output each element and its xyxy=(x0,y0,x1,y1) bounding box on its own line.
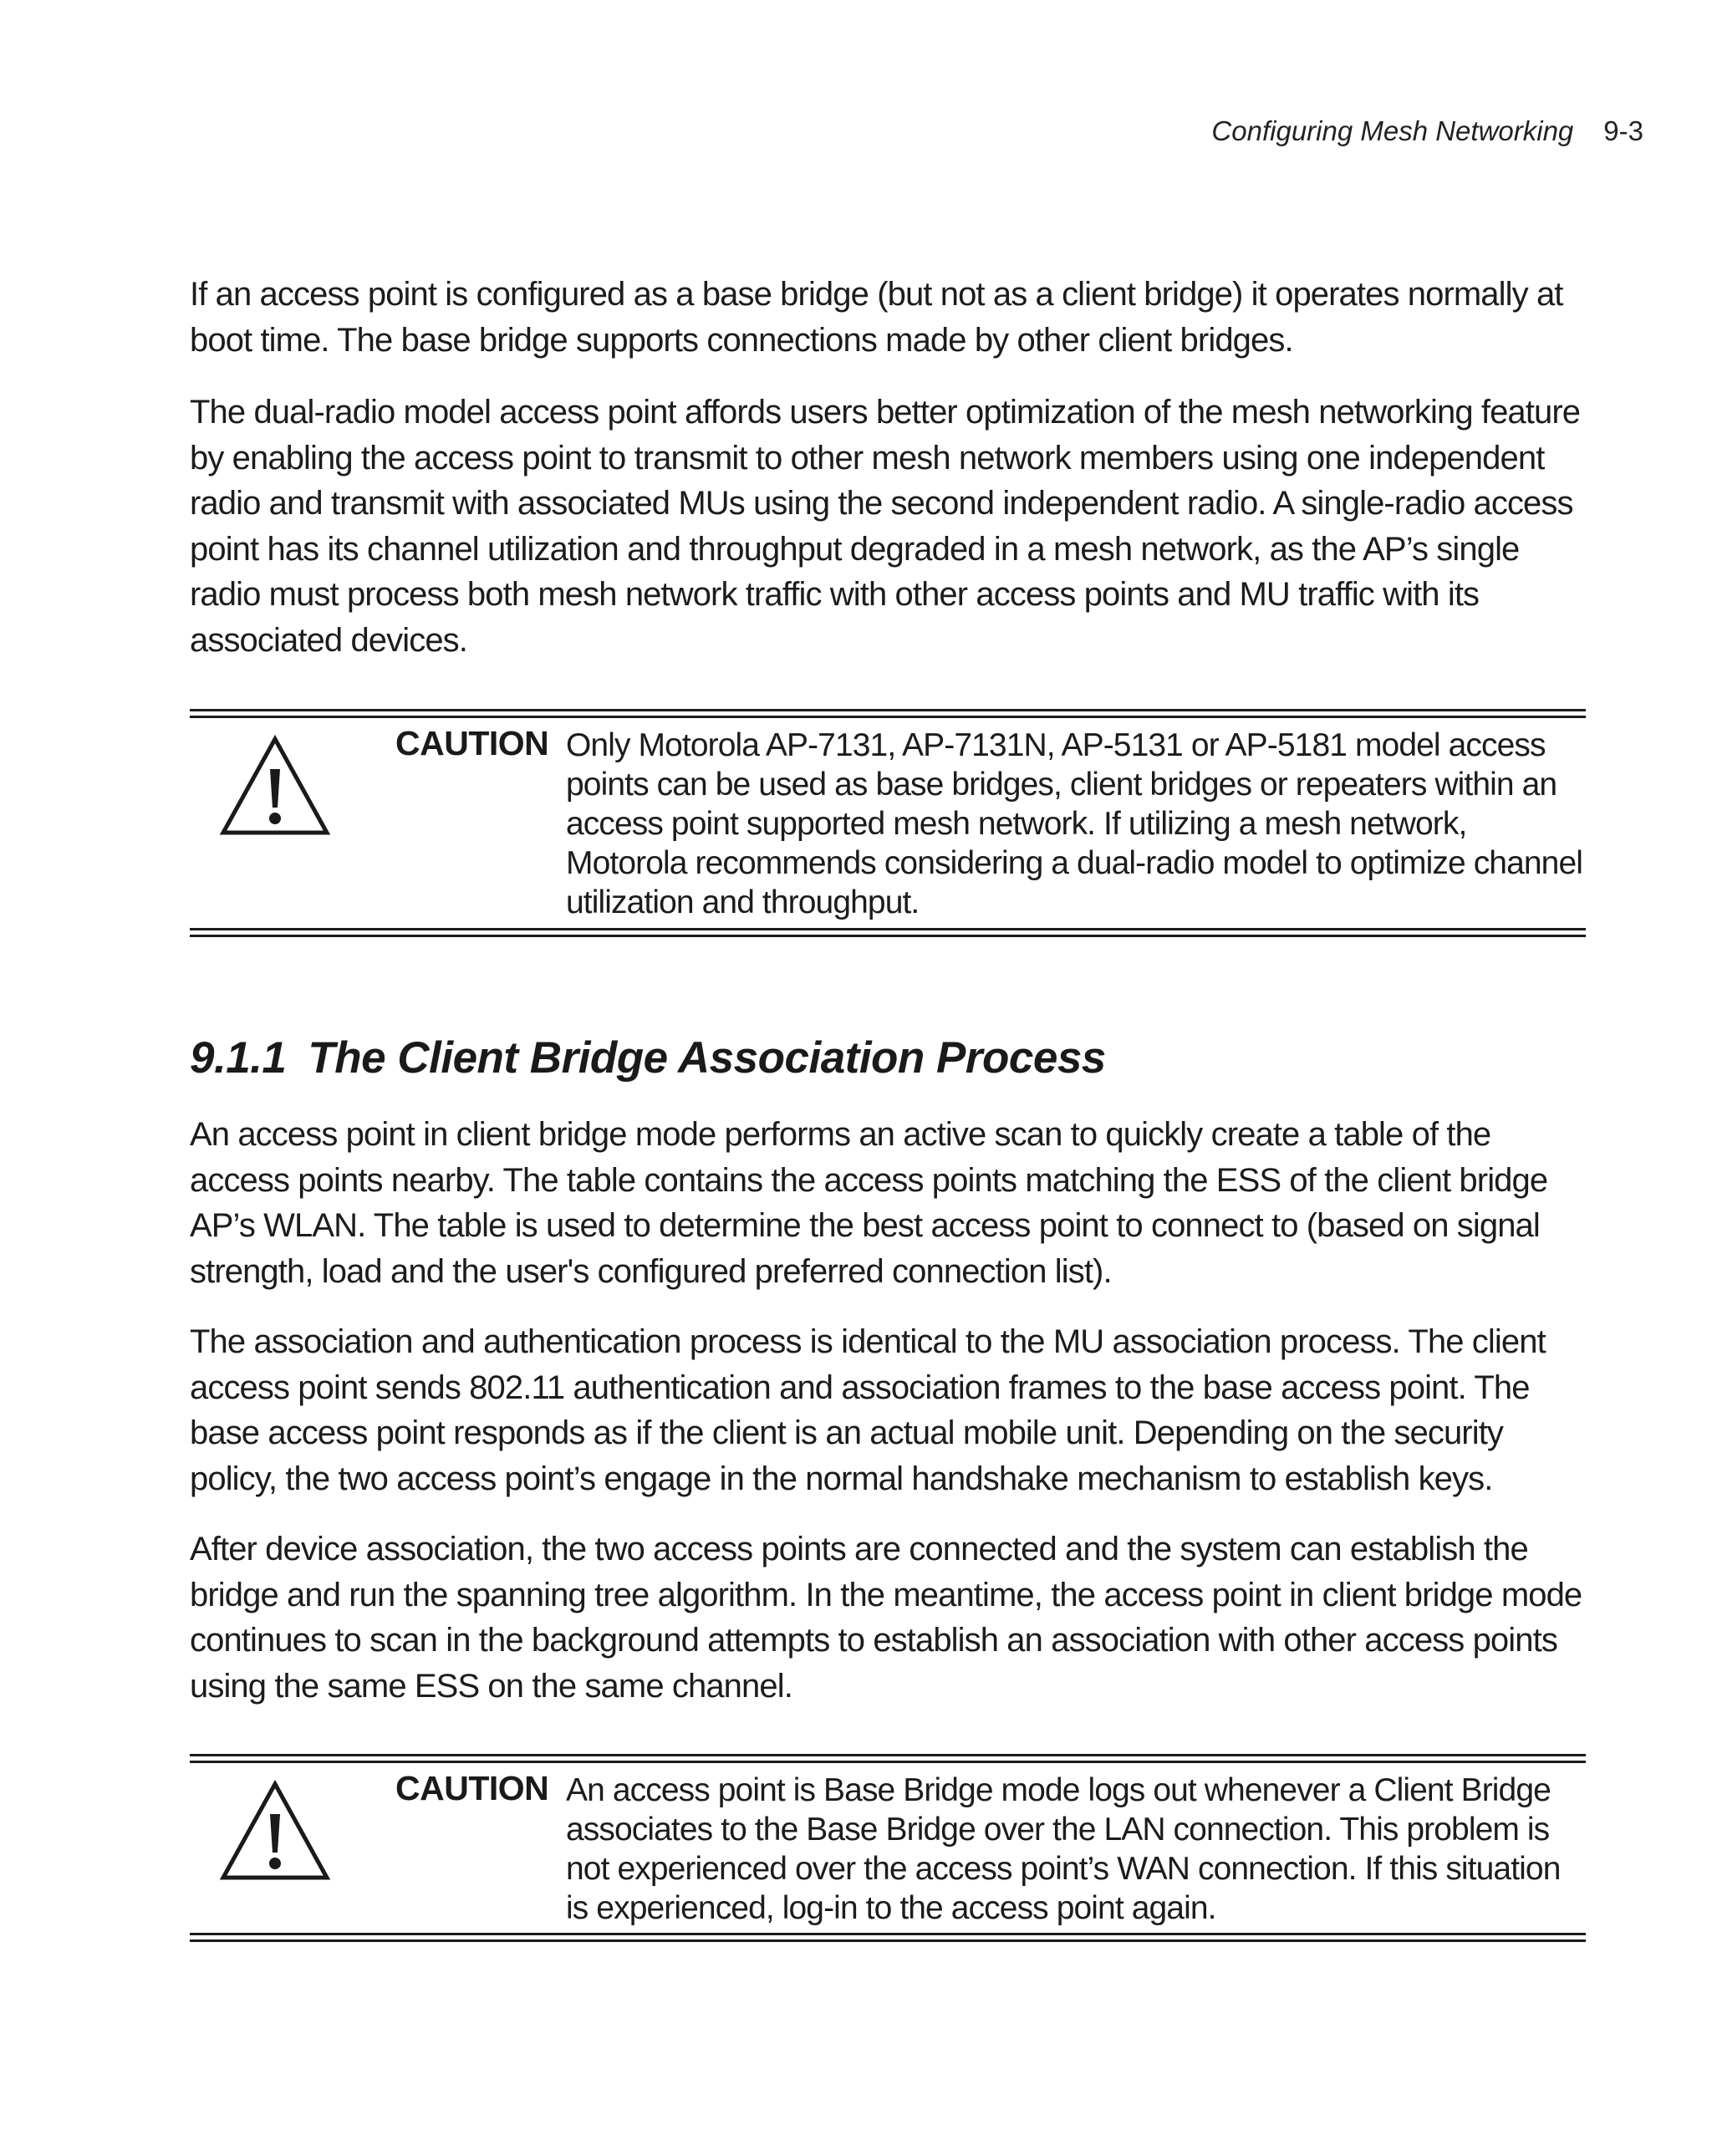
chapter-title: Configuring Mesh Networking xyxy=(1211,115,1574,146)
divider xyxy=(190,928,1586,930)
divider xyxy=(190,1761,1586,1763)
paragraph: After device association, the two access points are connected and the system can establish the bridge and run the spanning tree algorithm. In the meantime, the access point in client bridge mode continues to scan in the background attempts to establish an association with other access points using the same ESS on the same channel. xyxy=(190,1531,1582,1705)
section-heading xyxy=(190,1032,1106,1083)
divider xyxy=(190,1939,1586,1942)
paragraph: The dual-radio model access point affords users better optimization of the mesh networking feature by enabling the access point to transmit to other mesh network members using one independent radio and transmit with associated MUs using the second independent radio. A single-radio access point has its channel utilization and throughput degraded in a mesh network, as the AP’s single radio must process both mesh network traffic with other access points and MU traffic with its associated devices. xyxy=(190,394,1581,659)
paragraph: An access point in client bridge mode performs an active scan to quickly create a table of the access points nearby. The table contains the access points matching the ESS of the client bridge AP’s WLAN. The table is used to determine the best access point to connect to (based on signal strength, load and the user's configured preferred connection list). xyxy=(190,1116,1548,1290)
divider xyxy=(190,1933,1586,1935)
page-number: 9-3 xyxy=(1603,115,1643,146)
section-title: The Client Bridge Association Process xyxy=(308,1033,1106,1083)
warning-icon xyxy=(218,1779,332,1883)
divider xyxy=(190,716,1586,718)
paragraph: If an access point is configured as a base bridge (but not as a client bridge) it operates normally at boot time. The base bridge supports connections made by other client bridges. xyxy=(190,276,1563,359)
page-header xyxy=(1211,115,1643,147)
caution-text: An access point is Base Bridge mode logs out whenever a Client Bridge associates to the Base Bridge over the LAN connection. This problem is not experienced over the access point’s WAN connection. If this situation is experienced, log-in to the access point again. xyxy=(566,1772,1561,1926)
caution-label: CAUTION xyxy=(395,724,549,762)
caution-label: CAUTION xyxy=(395,1769,549,1807)
divider xyxy=(190,935,1586,937)
caution-box xyxy=(190,709,1586,943)
divider xyxy=(190,1754,1586,1756)
divider xyxy=(190,709,1586,711)
paragraph: The association and authentication process is identical to the MU association process. The client access point sends 802.11 authentication and association frames to the base access point. The base access point responds as if the client is an actual mobile unit. Depending on the security policy, the two access point’s engage in the normal handshake mechanism to establish keys. xyxy=(190,1323,1546,1497)
section-number: 9.1.1 xyxy=(190,1033,287,1083)
caution-text: Only Motorola AP-7131, AP-7131N, AP-5131 or AP-5181 model access points can be used as base bridges, client bridges or repeaters within an access point supported mesh network. If utilizing a mesh network, Motorola recommends considering a dual-radio model to optimize channel utilization and throughput. xyxy=(566,727,1583,920)
warning-icon xyxy=(218,734,332,838)
caution-box xyxy=(190,1754,1586,1950)
